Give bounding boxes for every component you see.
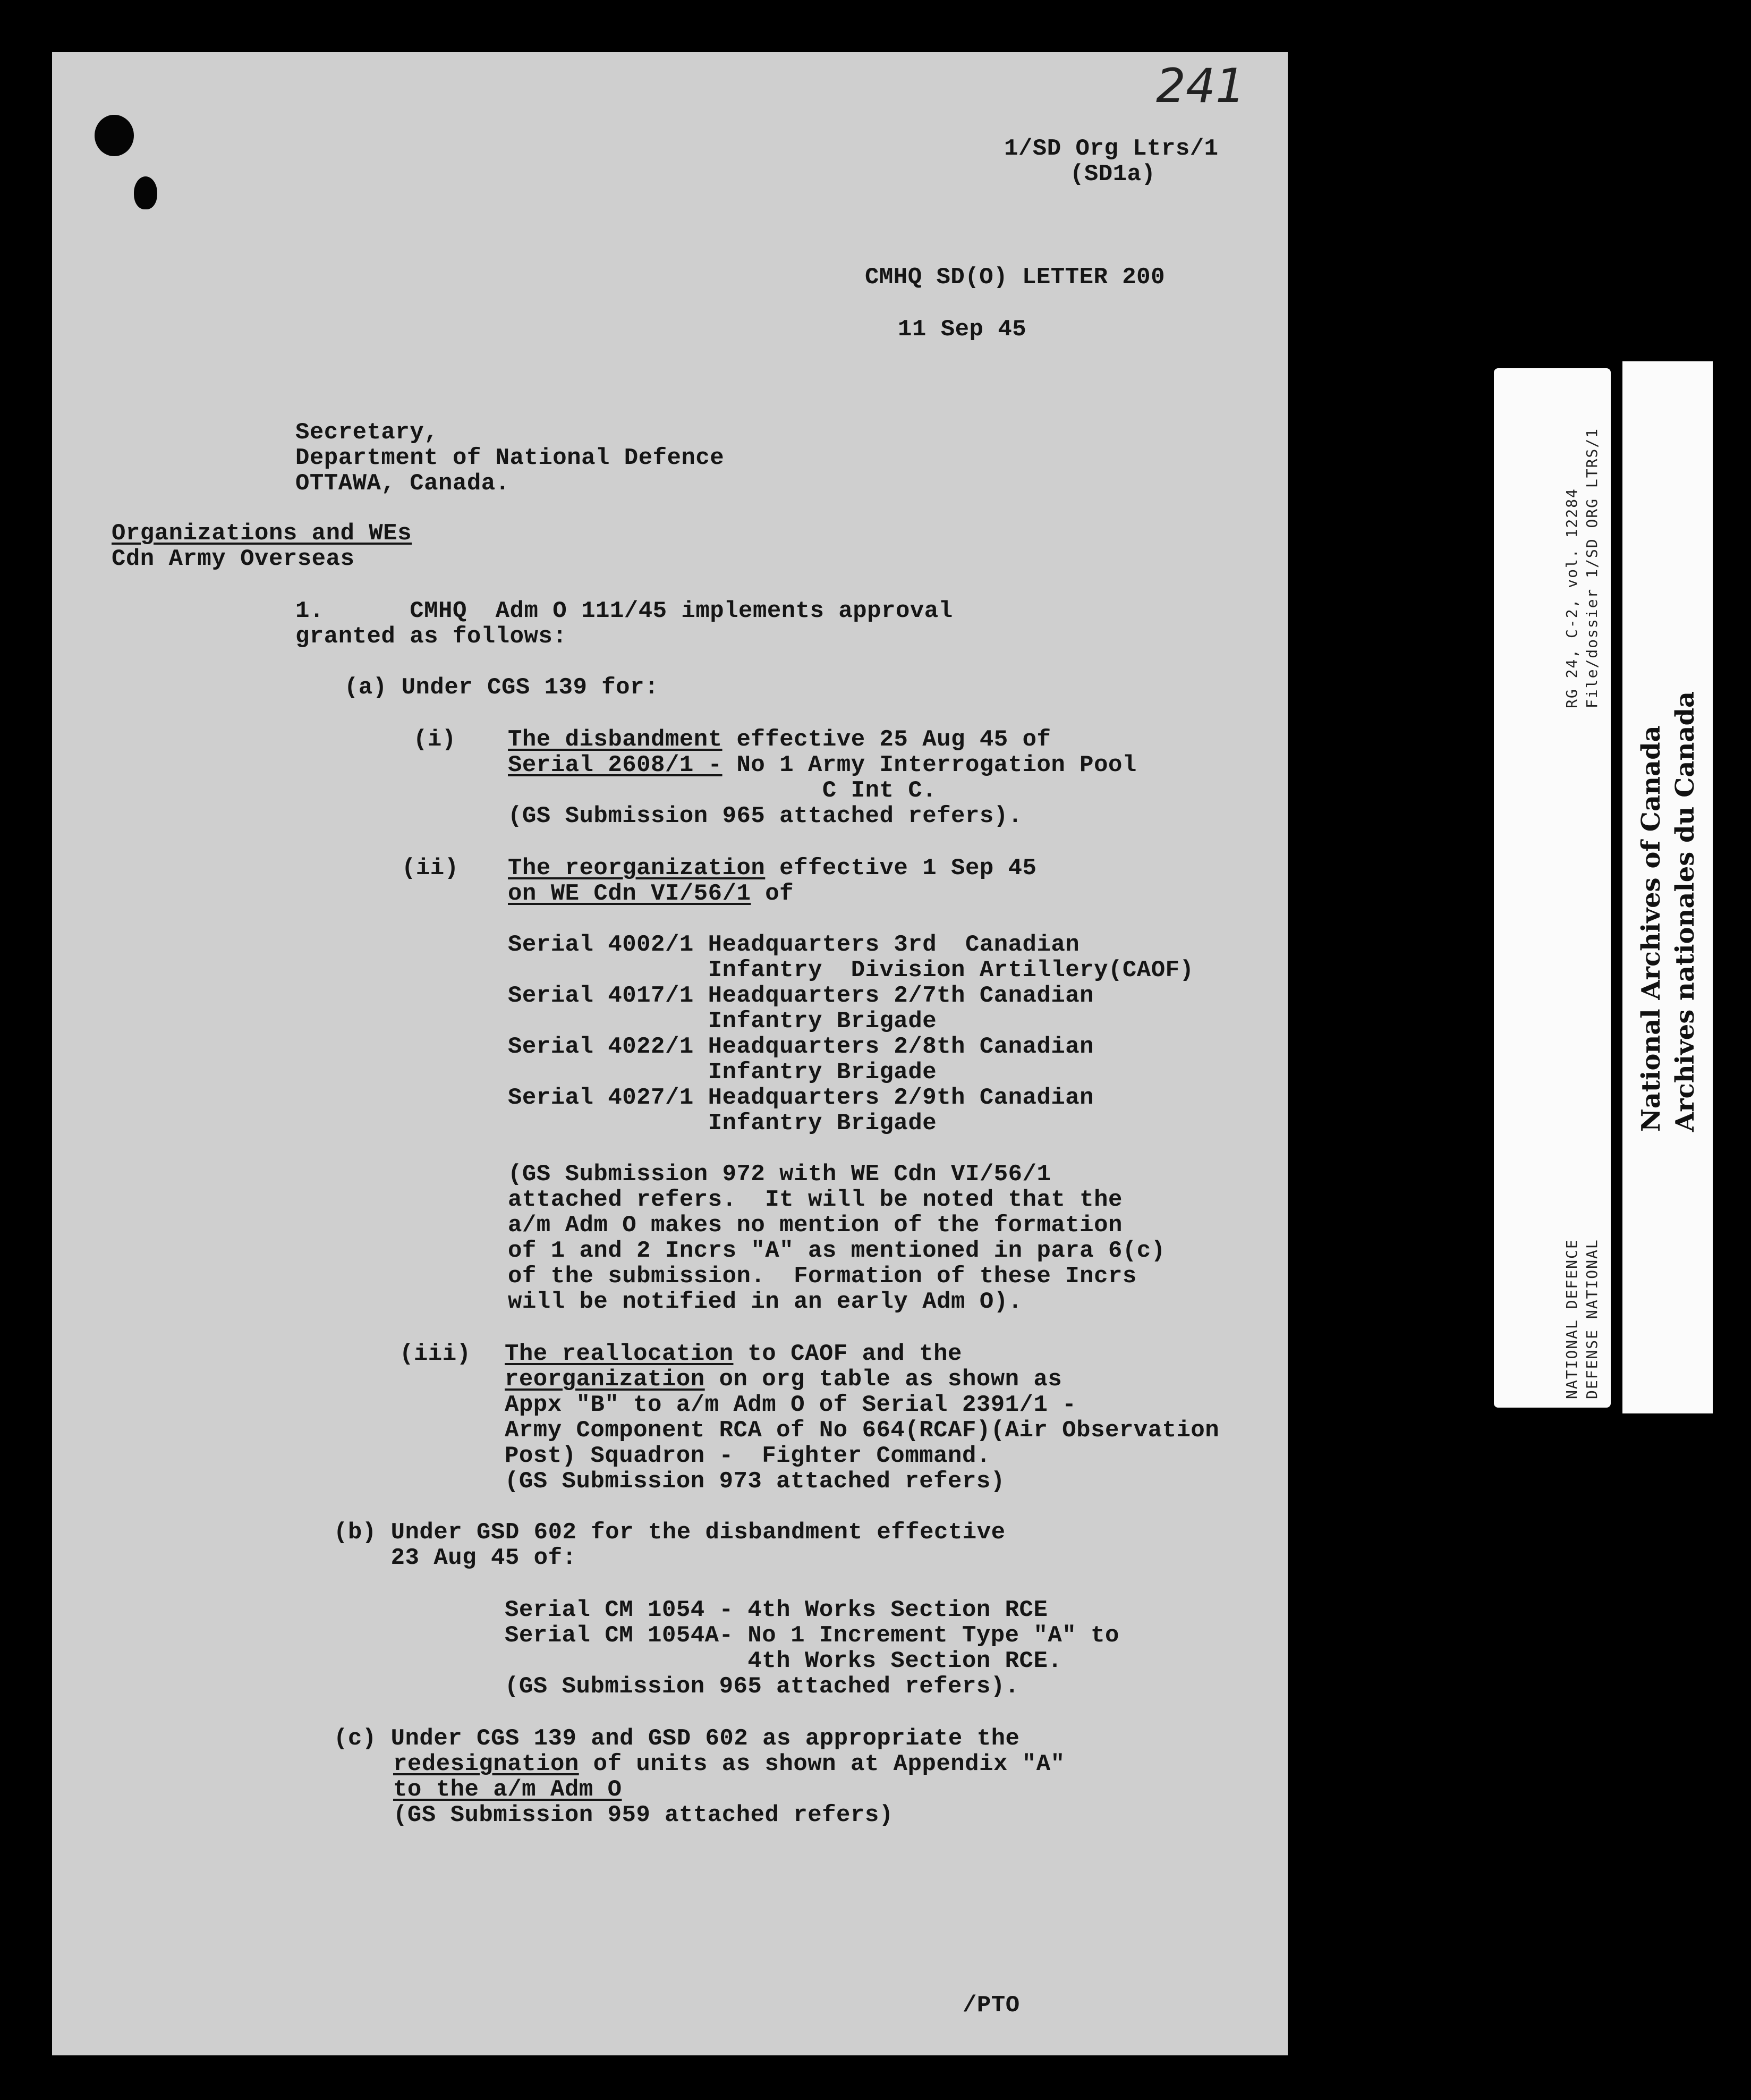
item-c-line-2-rest: of units as shown at Appendix "A" [579,1751,1065,1777]
serial-cm-1054a-line-2: 4th Works Section RCE. [505,1648,1062,1674]
item-a-ii-line-1 [508,856,1036,881]
item-a-ii-line-2 [508,881,794,907]
item-a-i-line-1-rest: effective 25 Aug 45 of [722,726,1051,753]
item-a-ii-note-1: (GS Submission 972 with WE Cdn VI/56/1 [508,1161,1051,1188]
department-name-fr: DEFENSE NATIONAL [1583,1239,1601,1399]
letter-number: CMHQ SD(O) LETTER 200 [865,264,1165,291]
item-a-ii-line-2-rest: of [751,880,794,907]
item-a-i-line-4: (GS Submission 965 attached refers). [508,803,1023,829]
addressee-line-1: Secretary, [295,419,439,446]
item-a-ii-line-1-underlined: The reorganization [508,855,766,882]
item-a-i-line-1 [508,727,1051,752]
item-b-line-2: 23 Aug 45 of: [334,1545,577,1571]
item-a-iii-line-5: Post) Squadron - Fighter Command. [505,1443,991,1469]
item-a-i-line-2-underlined: Serial 2608/1 - [508,752,722,778]
item-c-line-3: to the a/m Adm O [393,1776,622,1803]
section-code: (SD1a) [1070,161,1156,188]
item-a-ii-note-4: of 1 and 2 Incrs "A" as mentioned in para 6(c) [508,1238,1166,1264]
item-c-line-2 [393,1751,1065,1777]
archive-reference-label [1494,368,1611,1408]
item-a-iii-line-3: Appx "B" to a/m Adm O of Serial 2391/1 - [505,1392,1077,1418]
serial-cm-1054a-line-1: Serial CM 1054A- No 1 Increment Type "A" to [505,1622,1119,1649]
file-reference: 1/SD Org Ltrs/1 [1004,136,1219,162]
item-a-iii-line-1 [505,1341,962,1367]
serial-4017-line-1: Serial 4017/1 Headquarters 2/7th Canadian [508,983,1094,1009]
serial-4027-line-2: Infantry Brigade [508,1110,937,1137]
subject-line-2: Cdn Army Overseas [112,546,355,572]
punch-hole-top [95,115,134,156]
item-a-iii-line-1-underlined: The reallocation [505,1341,734,1367]
item-a-i-line-2 [508,752,1137,778]
archive-reference-line-1: RG 24, C-2, vol. 12284 [1563,488,1580,708]
archives-name-en: National Archives of Canada [1636,725,1666,1132]
item-a-i-line-1-underlined: The disbandment [508,726,722,753]
item-a-iii-line-2 [505,1367,1062,1392]
item-a-i-line-2-rest: No 1 Army Interrogation Pool [722,752,1137,778]
punch-hole-bottom [134,176,157,209]
item-a-ii-line-2-underlined: on WE Cdn VI/56/1 [508,880,751,907]
national-archives-label [1622,361,1713,1413]
item-a-iii-line-2-rest: on org table as shown as [704,1366,1062,1393]
item-a-intro: (a) Under CGS 139 for: [344,674,659,701]
serial-4022-line-2: Infantry Brigade [508,1059,937,1086]
item-a-iii-line-6: (GS Submission 973 attached refers) [505,1468,1005,1495]
item-a-iii-line-4: Army Component RCA of No 664(RCAF)(Air Observation [505,1417,1220,1444]
item-c-line-2-underlined: redesignation [393,1751,579,1777]
item-a-ii-note-6: will be notified in an early Adm O). [508,1289,1023,1315]
archives-name-fr: Archives nationales du Canada [1670,691,1700,1132]
serial-4002-line-1: Serial 4002/1 Headquarters 3rd Canadian [508,932,1080,958]
item-c-line-1: (c) Under CGS 139 and GSD 602 as appropriate the [334,1725,1020,1752]
item-c-line-4: (GS Submission 959 attached refers) [393,1802,894,1828]
handwritten-page-number: 241 [1156,58,1245,113]
item-a-ii-note-5: of the submission. Formation of these Incrs [508,1263,1137,1290]
serial-4027-line-1: Serial 4027/1 Headquarters 2/9th Canadian [508,1085,1094,1111]
archive-reference-line-2: File/dossier 1/SD ORG LTRS/1 [1583,427,1601,708]
item-a-ii-note-2: attached refers. It will be noted that the [508,1187,1123,1213]
item-a-i-number: (i) [413,726,456,753]
serial-4022-line-1: Serial 4022/1 Headquarters 2/8th Canadian [508,1034,1094,1060]
please-turn-over: /PTO [963,1992,1020,2019]
item-a-ii-note-3: a/m Adm O makes no mention of the formation [508,1212,1123,1239]
item-b-reference: (GS Submission 965 attached refers). [505,1673,1019,1700]
serial-4017-line-2: Infantry Brigade [508,1008,937,1035]
addressee-line-3: OTTAWA, Canada. [295,470,510,497]
department-name-en: NATIONAL DEFENCE [1563,1239,1580,1399]
subject-line-1: Organizations and WEs [112,520,412,547]
addressee-line-2: Department of National Defence [295,445,725,471]
serial-4002-line-2: Infantry Division Artillery(CAOF) [508,957,1194,984]
item-a-iii-line-1-rest: to CAOF and the [733,1341,962,1367]
item-a-i-line-3: C Int C. [508,777,937,804]
item-a-ii-number: (ii) [402,855,459,882]
para-1-line-1: 1. CMHQ Adm O 111/45 implements approval [295,598,953,624]
item-a-iii-number: (iii) [400,1341,471,1367]
item-a-iii-line-2-underlined: reorganization [505,1366,705,1393]
item-a-ii-line-1-rest: effective 1 Sep 45 [765,855,1037,882]
letter-date: 11 Sep 45 [898,316,1027,343]
item-b-line-1: (b) Under GSD 602 for the disbandment effective [334,1519,1006,1546]
serial-cm-1054: Serial CM 1054 - 4th Works Section RCE [505,1597,1048,1623]
para-1-line-2: granted as follows: [295,623,567,650]
